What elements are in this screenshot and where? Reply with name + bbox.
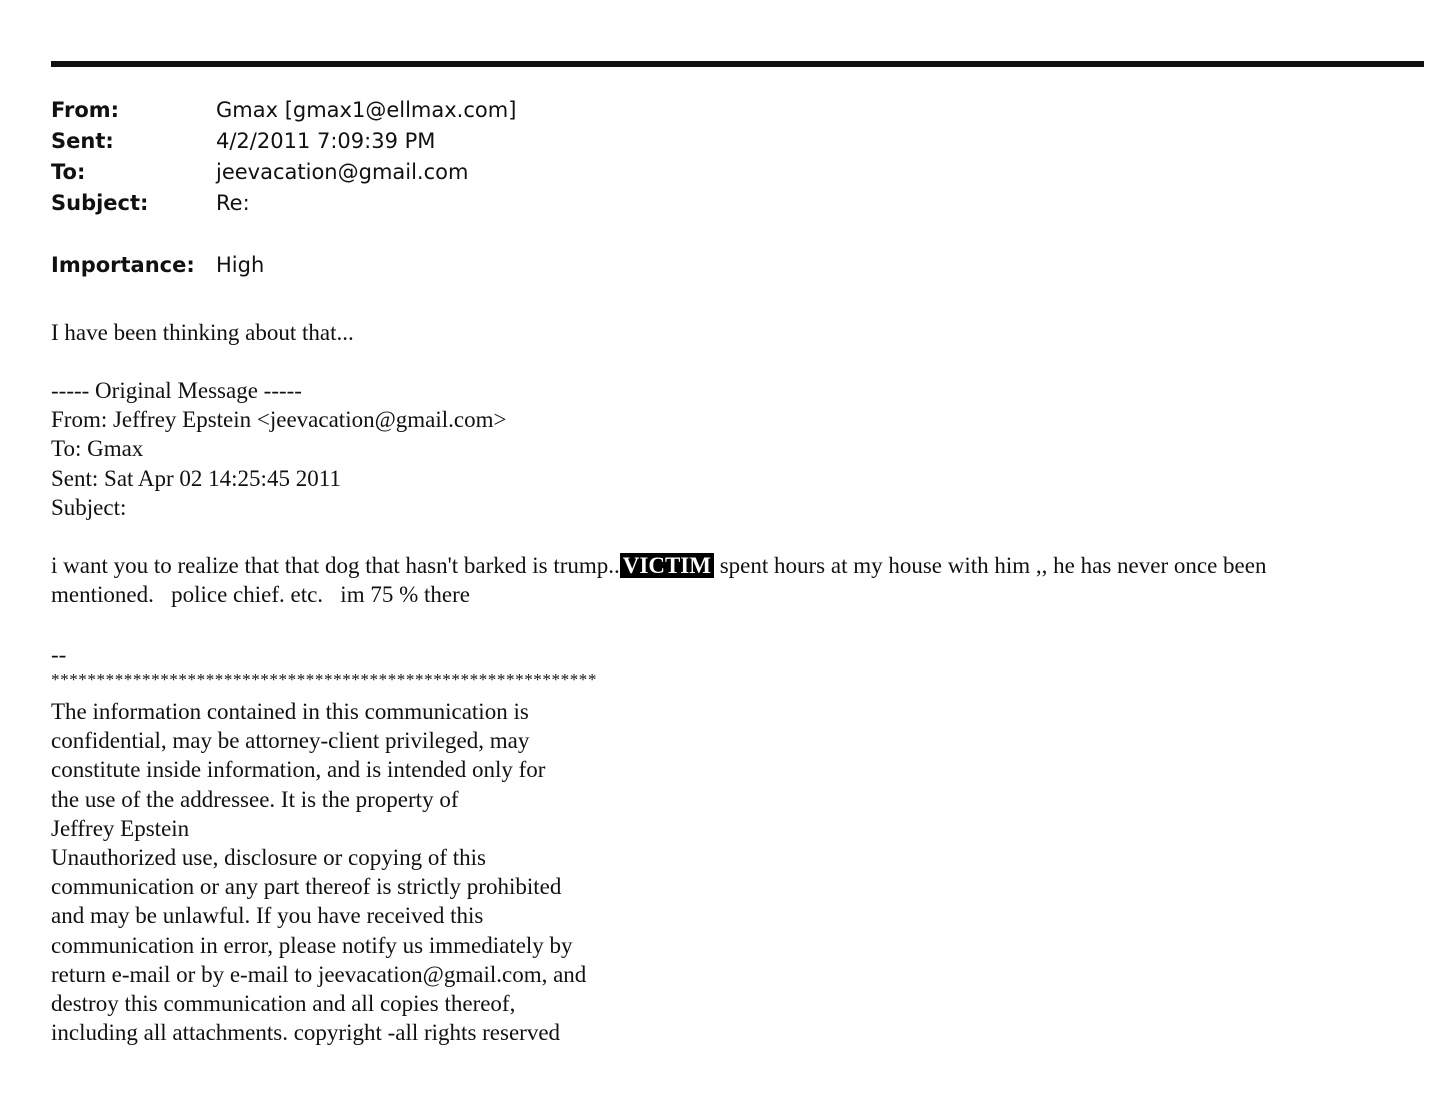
original-subject: Subject: (51, 494, 127, 520)
to-value: jeevacation@gmail.com (216, 160, 469, 184)
importance-label: Importance: (51, 253, 195, 277)
signature-stars: ************************************************************ (51, 670, 597, 689)
original-body (51, 551, 1266, 609)
subject-value: Re: (216, 191, 250, 215)
disclaimer-line: including all attachments. copyright -all rights reserved (51, 1020, 561, 1046)
disclaimer-line: Jeffrey Epstein (51, 815, 190, 841)
from-value: Gmax [gmax1@ellmax.com] (216, 98, 517, 122)
reply-body: I have been thinking about that... (51, 320, 354, 345)
redaction-label: VICTIM (620, 553, 714, 578)
disclaimer-line: communication or any part thereof is strictly prohibited (51, 874, 562, 900)
disclaimer-line: destroy this communication and all copies thereof, (51, 991, 516, 1017)
header-divider-rule (51, 61, 1424, 67)
disclaimer-line: return e-mail or by e-mail to jeevacation@gmail.com, and (51, 961, 587, 987)
original-sent: Sent: Sat Apr 02 14:25:45 2011 (51, 465, 341, 491)
original-body-line-2: mentioned. police chief. etc. im 75 % there (51, 582, 470, 608)
confidentiality-disclaimer (51, 697, 586, 1047)
original-from: From: Jeffrey Epstein <jeevacation@gmail.com> (51, 407, 507, 433)
disclaimer-line: confidential, may be attorney-client privileged, may (51, 728, 530, 754)
original-body-line-1 (51, 551, 1266, 580)
body-text-after: spent hours at my house with him ,, he has never once been (719, 553, 1267, 578)
disclaimer-line: the use of the addressee. It is the property of (51, 786, 459, 812)
body-text-before: i want you to realize that that dog that hasn't barked is trump.. (51, 553, 620, 578)
original-to: To: Gmax (51, 436, 144, 462)
from-label: From: (51, 98, 120, 122)
sent-label: Sent: (51, 129, 114, 153)
to-label: To: (51, 160, 86, 184)
subject-label: Subject: (51, 191, 149, 215)
sent-value: 4/2/2011 7:09:39 PM (216, 129, 436, 153)
disclaimer-line: The information contained in this communication is (51, 699, 529, 724)
disclaimer-line: and may be unlawful. If you have received this (51, 903, 484, 929)
disclaimer-line: constitute inside information, and is intended only for (51, 757, 546, 783)
original-message (51, 376, 506, 522)
disclaimer-line: Unauthorized use, disclosure or copying of this (51, 845, 486, 871)
disclaimer-line: communication in error, please notify us immediately by (51, 932, 573, 958)
signature-dashes: -- (51, 642, 67, 667)
original-divider: ----- Original Message ----- (51, 378, 302, 403)
importance-value: High (216, 253, 265, 277)
